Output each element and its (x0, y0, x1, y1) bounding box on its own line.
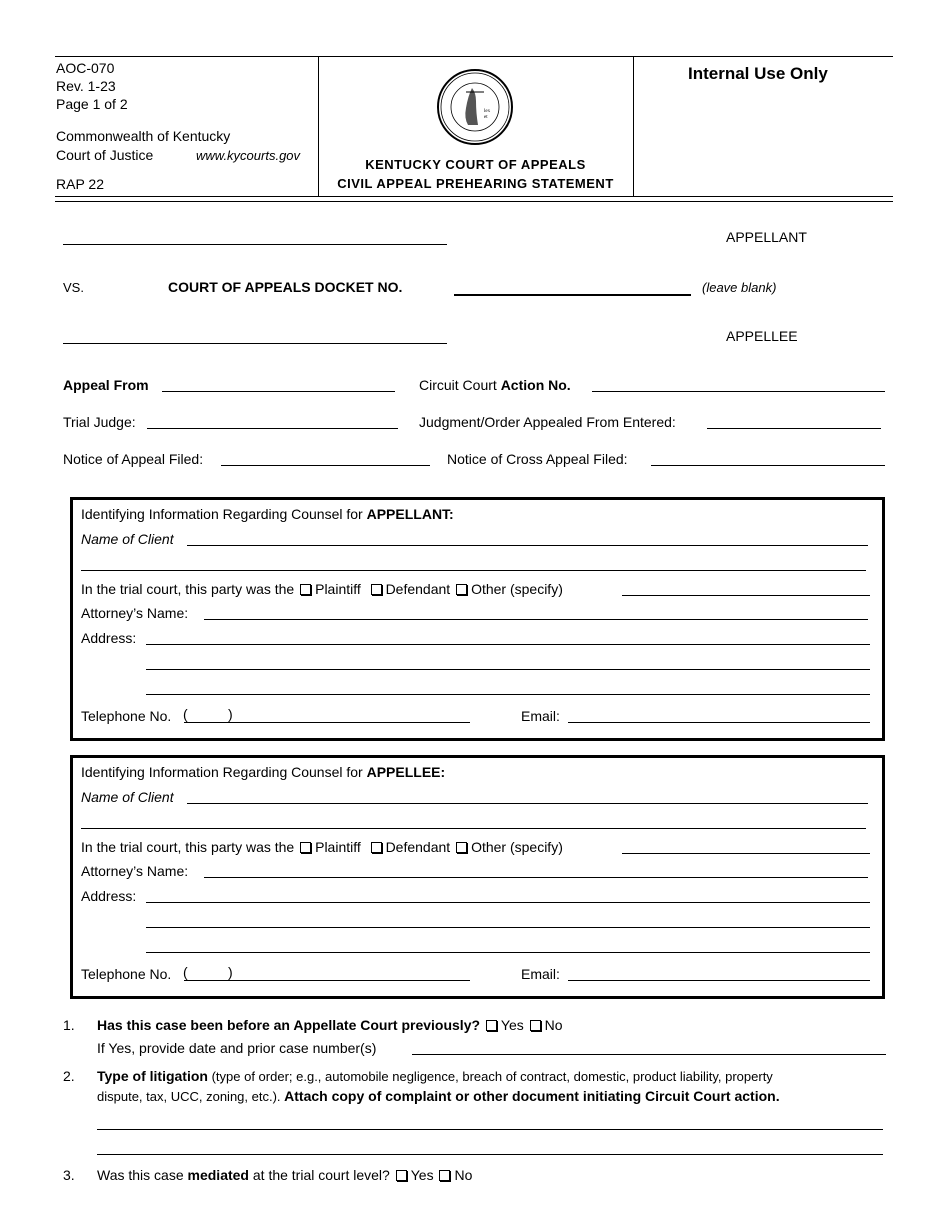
org-subname: Court of Justice (56, 147, 154, 163)
page-indicator: Page 1 of 2 (56, 96, 128, 112)
notice-appeal-label: Notice of Appeal Filed: (63, 451, 204, 467)
q1-row: Has this case been before an Appellate Court previously? Yes No (97, 1017, 563, 1033)
trial-party-row: In the trial court, this party was the Plaintiff Defendant Other (specify) (81, 581, 563, 597)
litigation-field-2[interactable] (97, 1154, 883, 1155)
appellant-label: APPELLANT (726, 229, 807, 245)
appeal-from-label: Appeal From (63, 377, 149, 393)
header-top-rule (55, 56, 893, 57)
q2-line2: dispute, tax, UCC, zoning, etc.). Attach copy of complaint or other document initiating Circuit Court action. (97, 1088, 780, 1104)
header-bottom-rule (55, 196, 893, 197)
notice-cross-label: Notice of Cross Appeal Filed: (447, 451, 628, 467)
rule-ref: RAP 22 (56, 176, 104, 192)
judgment-entered-field[interactable] (707, 428, 881, 429)
court-seal-icon (436, 68, 514, 146)
address-field-3[interactable] (146, 952, 870, 953)
website: www.kycourts.gov (196, 148, 301, 163)
plaintiff-checkbox[interactable] (300, 584, 311, 595)
box-heading: Identifying Information Regarding Counsel for APPELLEE: (81, 764, 446, 780)
name-client-field[interactable] (187, 803, 868, 804)
header-bottom-rule (55, 201, 893, 202)
name-client-label: Name of Client (81, 531, 174, 547)
q2-number: 2. (63, 1068, 75, 1084)
address-field-1[interactable] (146, 644, 870, 645)
action-no-field[interactable] (592, 391, 885, 392)
form-title: CIVIL APPEAL PREHEARING STATEMENT (337, 176, 614, 191)
svg-text:lex: lex (484, 109, 491, 114)
telephone-label: Telephone No. (81, 708, 172, 724)
other-checkbox[interactable] (456, 584, 467, 595)
q2-line1: Type of litigation (type of order; e.g., automobile negligence, breach of contract, domestic, product liability, property (97, 1068, 773, 1084)
address-field-2[interactable] (146, 927, 870, 928)
address-field-3[interactable] (146, 694, 870, 695)
q3-no-checkbox[interactable] (439, 1170, 450, 1181)
notice-cross-field[interactable] (651, 465, 885, 466)
appellant-name-field[interactable] (63, 244, 447, 245)
name-client-label: Name of Client (81, 789, 174, 805)
attorney-label: Attorney’s Name: (81, 863, 189, 879)
paren-open: ( (183, 706, 188, 722)
form-number: AOC-070 (56, 60, 115, 76)
address-field-1[interactable] (146, 902, 870, 903)
trial-judge-label: Trial Judge: (63, 414, 136, 430)
email-label: Email: (521, 966, 560, 982)
notice-appeal-field[interactable] (221, 465, 430, 466)
q1-number: 1. (63, 1017, 75, 1033)
q3-yes-checkbox[interactable] (396, 1170, 407, 1181)
appeal-from-field[interactable] (162, 391, 395, 392)
telephone-label: Telephone No. (81, 966, 172, 982)
appellee-name-field[interactable] (63, 343, 447, 344)
litigation-field-1[interactable] (97, 1129, 883, 1130)
attorney-field[interactable] (204, 877, 868, 878)
address-field-2[interactable] (146, 669, 870, 670)
judgment-entered-label: Judgment/Order Appealed From Entered: (419, 414, 676, 430)
other-specify-field[interactable] (622, 853, 870, 854)
other-specify-field[interactable] (622, 595, 870, 596)
q3-number: 3. (63, 1167, 75, 1183)
q1-yes-checkbox[interactable] (486, 1020, 497, 1031)
internal-use-label: Internal Use Only (688, 64, 828, 83)
trial-judge-field[interactable] (147, 428, 398, 429)
header-divider (633, 56, 634, 196)
defendant-checkbox[interactable] (371, 842, 382, 853)
paren-open: ( (183, 964, 188, 980)
q1-sub-label: If Yes, provide date and prior case number(s) (97, 1040, 377, 1056)
telephone-field[interactable] (184, 722, 470, 723)
email-label: Email: (521, 708, 560, 724)
email-field[interactable] (568, 722, 870, 723)
q1-no-checkbox[interactable] (530, 1020, 541, 1031)
box-heading: Identifying Information Regarding Counsel for APPELLANT: (81, 506, 454, 522)
docket-number-field[interactable] (454, 294, 691, 296)
docket-label: COURT OF APPEALS DOCKET NO. (168, 279, 403, 295)
prior-case-field[interactable] (412, 1054, 886, 1055)
paren-close: ) (228, 964, 233, 980)
vs-label: VS. (63, 280, 84, 295)
revision: Rev. 1-23 (56, 78, 116, 94)
name-client-field[interactable] (187, 545, 868, 546)
name-client-field-2[interactable] (81, 828, 866, 829)
address-label: Address: (81, 630, 137, 646)
telephone-field[interactable] (184, 980, 470, 981)
leave-blank-note: (leave blank) (702, 280, 777, 295)
action-no-label: Circuit Court Action No. (419, 377, 571, 393)
appellant-counsel-box (70, 497, 885, 741)
name-client-field-2[interactable] (81, 570, 866, 571)
address-label: Address: (81, 888, 137, 904)
appellee-label: APPELLEE (726, 328, 798, 344)
org-name: Commonwealth of Kentucky (56, 128, 231, 144)
q3-row: Was this case mediated at the trial court level? Yes No (97, 1167, 473, 1183)
other-checkbox[interactable] (456, 842, 467, 853)
court-title: KENTUCKY COURT OF APPEALS (365, 157, 586, 172)
paren-close: ) (228, 706, 233, 722)
attorney-label: Attorney’s Name: (81, 605, 189, 621)
appellee-counsel-box (70, 755, 885, 999)
attorney-field[interactable] (204, 619, 868, 620)
email-field[interactable] (568, 980, 870, 981)
plaintiff-checkbox[interactable] (300, 842, 311, 853)
defendant-checkbox[interactable] (371, 584, 382, 595)
svg-text:et: et (484, 115, 488, 120)
trial-party-row: In the trial court, this party was the Plaintiff Defendant Other (specify) (81, 839, 563, 855)
